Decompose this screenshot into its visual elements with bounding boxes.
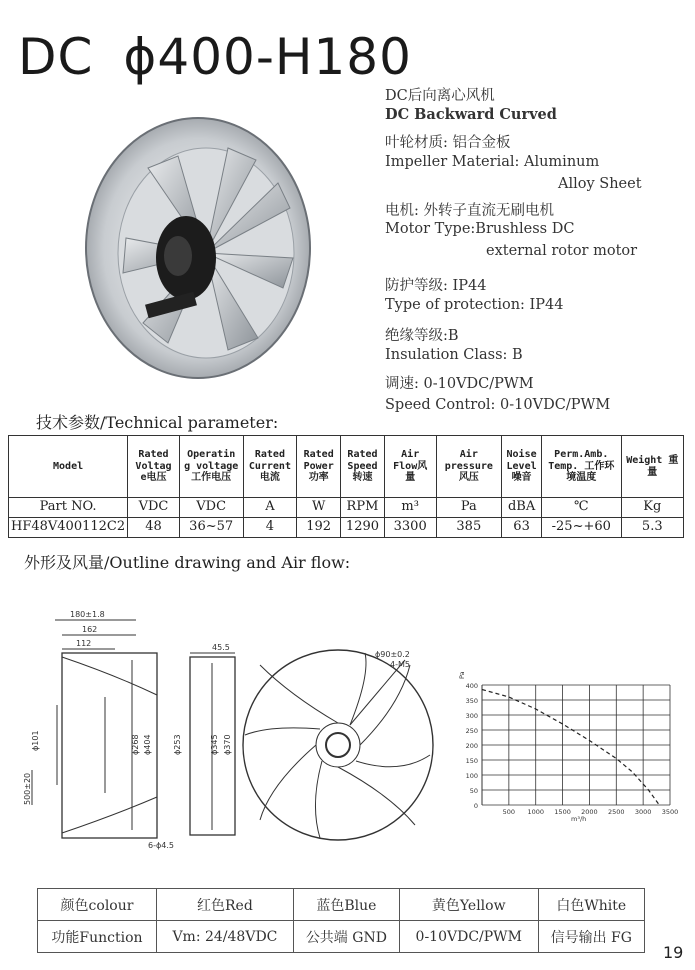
dim-label: 180±1.8: [70, 610, 105, 619]
dim-label: 45.5: [212, 643, 230, 652]
table-header: Rated Power 功率: [297, 436, 341, 498]
dim-label: ϕ253: [173, 734, 182, 755]
dim-label: 500±20: [23, 772, 32, 805]
table-cell: 4: [243, 518, 297, 538]
table-cell: 3300: [384, 518, 436, 538]
table-cell: 192: [297, 518, 341, 538]
dim-label: ϕ345: [210, 734, 219, 755]
spec-motor-en-2: external rotor motor: [486, 243, 638, 259]
table-header-row: [9, 436, 684, 498]
y-axis-label: Pa: [458, 671, 466, 679]
table-cell: RPM: [341, 498, 385, 518]
y-tick-label: 100: [465, 772, 478, 780]
wire-color-table: [37, 888, 645, 953]
table-header: Noise Level 噪音: [502, 436, 542, 498]
y-tick-label: 400: [465, 682, 478, 690]
table-header: Weight 重量: [621, 436, 683, 498]
y-tick-label: 50: [469, 787, 478, 795]
table-header: Operatin g voltage 工作电压: [179, 436, 243, 498]
outline-label: 外形及风量/Outline drawing and Air flow:: [24, 553, 351, 572]
table-cell: 红色Red: [157, 889, 294, 921]
y-tick-label: 250: [465, 727, 478, 735]
table-unit-row: [9, 498, 684, 518]
spec-protection-en: Type of protection: IP44: [385, 297, 564, 313]
spec-type-en: DC Backward Curved: [385, 106, 557, 123]
table-cell: 公共端 GND: [293, 921, 399, 953]
table-cell: ℃: [542, 498, 622, 518]
spec-insulation-en: Insulation Class: B: [385, 347, 523, 363]
table-cell: 5.3: [621, 518, 683, 538]
dim-label: 112: [76, 639, 92, 648]
airflow-chart: [458, 671, 678, 823]
dim-label: ϕ101: [31, 730, 40, 751]
x-tick-label: 3000: [634, 808, 652, 816]
spec-speed-cn: 调速: 0-10VDC/PWM: [385, 376, 534, 392]
table-cell: Kg: [621, 498, 683, 518]
table-cell: 信号输出 FG: [538, 921, 644, 953]
tech-param-label: 技术参数/Technical parameter:: [36, 413, 279, 432]
spec-motor-en: Motor Type:Brushless DC: [385, 221, 575, 237]
y-tick-label: 150: [465, 757, 478, 765]
table-cell: 白色White: [538, 889, 644, 921]
table-header: Perm.Amb. Temp. 工作环境温度: [542, 436, 622, 498]
table-header: Rated Current 电流: [243, 436, 297, 498]
x-tick-label: 1500: [554, 808, 571, 816]
x-tick-label: 3500: [661, 808, 679, 816]
impeller-top-view: [243, 650, 433, 840]
table-header: Air Flow风 量: [384, 436, 436, 498]
table-cell: 1290: [341, 518, 385, 538]
x-tick-label: 2000: [581, 808, 598, 816]
spec-motor-cn: 电机: 外转子直流无刷电机: [385, 203, 554, 219]
table-cell: -25~+60: [542, 518, 622, 538]
outline-drawing: [20, 605, 690, 860]
table-cell: 蓝色Blue: [293, 889, 399, 921]
table-header: Model: [9, 436, 128, 498]
table-cell: Vm: 24/48VDC: [157, 921, 294, 953]
y-tick-label: 350: [465, 697, 478, 705]
table-cell: 0-10VDC/PWM: [399, 921, 538, 953]
spec-impeller-en: Impeller Material: Aluminum: [385, 154, 600, 170]
title-model: ϕ400-H180: [123, 28, 412, 86]
table-cell: W: [297, 498, 341, 518]
y-tick-label: 200: [465, 742, 478, 750]
spec-speed-en: Speed Control: 0-10VDC/PWM: [385, 397, 611, 413]
side-view-drawing: [23, 610, 157, 838]
table-cell: 63: [502, 518, 542, 538]
dim-label: 162: [82, 625, 98, 634]
table-row: [38, 921, 645, 953]
x-tick-label: 2500: [608, 808, 625, 816]
table-cell: VDC: [128, 498, 180, 518]
y-tick-label: 300: [465, 712, 478, 720]
dim-label: ϕ370: [223, 734, 232, 755]
dim-label: ϕ90±0.2: [375, 650, 410, 659]
table-cell: 功能Function: [38, 921, 157, 953]
page-number: 19: [663, 943, 684, 962]
table-cell: 黄色Yellow: [399, 889, 538, 921]
front-view-drawing: [148, 643, 235, 850]
dim-label: ϕ404: [143, 734, 152, 755]
spec-type-cn: DC后向离心风机: [385, 88, 495, 104]
x-tick-label: 1000: [527, 808, 544, 816]
table-cell: 48: [128, 518, 180, 538]
spec-impeller-cn: 叶轮材质: 铝合金板: [385, 135, 511, 151]
table-cell: dBA: [502, 498, 542, 518]
table-cell: Part NO.: [9, 498, 128, 518]
table-cell: 36~57: [179, 518, 243, 538]
tech-parameter-table: [8, 435, 684, 538]
table-row: [38, 889, 645, 921]
dim-label: 6-ϕ4.5: [148, 841, 174, 850]
table-cell: Pa: [436, 498, 502, 518]
dim-label: ϕ268: [131, 734, 140, 755]
table-cell: 颜色colour: [38, 889, 157, 921]
table-row: [9, 518, 684, 538]
x-tick-label: 500: [502, 808, 516, 816]
x-axis-label: m³/h: [571, 815, 587, 823]
table-cell: 385: [436, 518, 502, 538]
table-cell: HF48V400112C2: [9, 518, 128, 538]
title-prefix: DC: [18, 28, 94, 86]
table-header: Air pressure 风压: [436, 436, 502, 498]
table-cell: A: [243, 498, 297, 518]
table-cell: m³: [384, 498, 436, 518]
dim-label: 4-M5: [390, 660, 410, 669]
page-title: [18, 28, 412, 86]
table-header: Rated Voltag e电压: [128, 436, 180, 498]
spec-impeller-en-2: Alloy Sheet: [558, 176, 642, 192]
fan-product-image: [78, 88, 318, 393]
y-tick-label: 0: [473, 802, 478, 810]
table-header: Rated Speed 转速: [341, 436, 385, 498]
spec-protection-cn: 防护等级: IP44: [385, 278, 487, 294]
table-cell: VDC: [179, 498, 243, 518]
spec-insulation-cn: 绝缘等级:B: [385, 328, 459, 344]
